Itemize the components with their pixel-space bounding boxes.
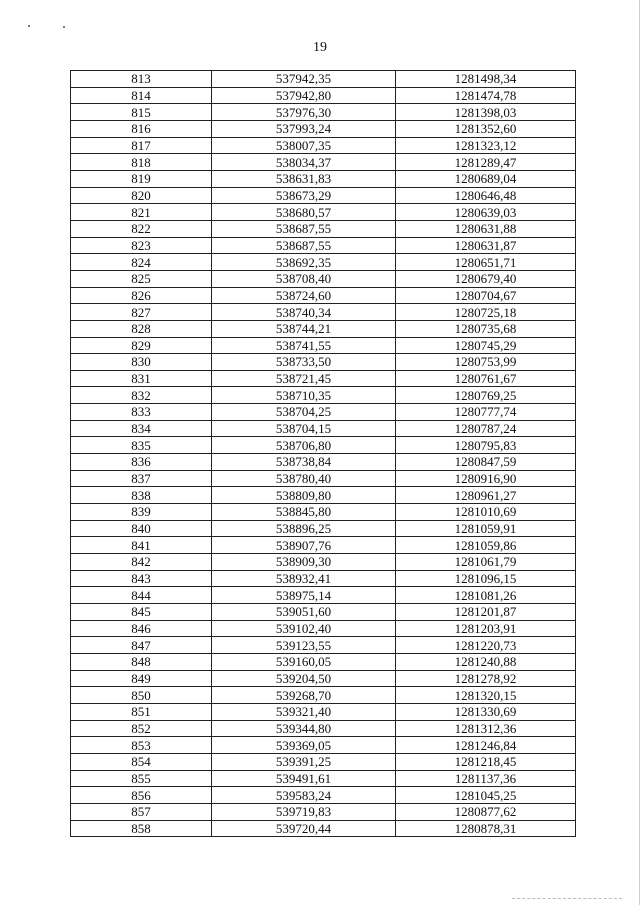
point-number-cell: 845 [71, 604, 212, 621]
point-number-cell: 821 [71, 204, 212, 221]
point-number-cell: 858 [71, 820, 212, 837]
point-number-cell: 832 [71, 387, 212, 404]
point-number-cell: 836 [71, 454, 212, 471]
x-coordinate-cell: 539391,25 [212, 753, 396, 770]
table-row [71, 587, 576, 604]
point-number-cell: 819 [71, 170, 212, 187]
table-row [71, 687, 576, 704]
table-row [71, 803, 576, 820]
point-number-cell: 840 [71, 520, 212, 537]
y-coordinate-cell: 1280639,03 [396, 204, 576, 221]
x-coordinate-cell: 538631,83 [212, 170, 396, 187]
x-coordinate-cell: 538738,84 [212, 454, 396, 471]
table-row [71, 387, 576, 404]
table-row [71, 737, 576, 754]
point-number-cell: 825 [71, 270, 212, 287]
y-coordinate-cell: 1281045,25 [396, 787, 576, 804]
y-coordinate-cell: 1281240,88 [396, 653, 576, 670]
point-number-cell: 816 [71, 120, 212, 137]
y-coordinate-cell: 1281137,36 [396, 770, 576, 787]
y-coordinate-cell: 1281220,73 [396, 637, 576, 654]
x-coordinate-cell: 538708,40 [212, 270, 396, 287]
point-number-cell: 826 [71, 287, 212, 304]
point-number-cell: 822 [71, 220, 212, 237]
y-coordinate-cell: 1280753,99 [396, 354, 576, 371]
x-coordinate-cell: 538706,80 [212, 437, 396, 454]
x-coordinate-cell: 539491,61 [212, 770, 396, 787]
table-row [71, 487, 576, 504]
y-coordinate-cell: 1280787,24 [396, 420, 576, 437]
coordinates-table [70, 70, 576, 837]
point-number-cell: 815 [71, 104, 212, 121]
y-coordinate-cell: 1281352,60 [396, 120, 576, 137]
y-coordinate-cell: 1281203,91 [396, 620, 576, 637]
table-row [71, 287, 576, 304]
x-coordinate-cell: 538034,37 [212, 154, 396, 171]
point-number-cell: 848 [71, 653, 212, 670]
x-coordinate-cell: 538687,55 [212, 237, 396, 254]
table-row [71, 504, 576, 521]
table-row [71, 370, 576, 387]
x-coordinate-cell: 538721,45 [212, 370, 396, 387]
x-coordinate-cell: 538896,25 [212, 520, 396, 537]
y-coordinate-cell: 1281330,69 [396, 703, 576, 720]
y-coordinate-cell: 1281061,79 [396, 554, 576, 571]
point-number-cell: 839 [71, 504, 212, 521]
point-number-cell: 849 [71, 670, 212, 687]
table-row [71, 404, 576, 421]
y-coordinate-cell: 1281218,45 [396, 753, 576, 770]
table-row [71, 270, 576, 287]
x-coordinate-cell: 539583,24 [212, 787, 396, 804]
x-coordinate-cell: 539123,55 [212, 637, 396, 654]
point-number-cell: 827 [71, 304, 212, 321]
y-coordinate-cell: 1280916,90 [396, 470, 576, 487]
y-coordinate-cell: 1280704,67 [396, 287, 576, 304]
x-coordinate-cell: 538975,14 [212, 587, 396, 604]
table-row [71, 420, 576, 437]
x-coordinate-cell: 538909,30 [212, 554, 396, 571]
x-coordinate-cell: 537993,24 [212, 120, 396, 137]
x-coordinate-cell: 538780,40 [212, 470, 396, 487]
y-coordinate-cell: 1280631,87 [396, 237, 576, 254]
table-row [71, 604, 576, 621]
point-number-cell: 850 [71, 687, 212, 704]
x-coordinate-cell: 539160,05 [212, 653, 396, 670]
x-coordinate-cell: 538704,15 [212, 420, 396, 437]
point-number-cell: 823 [71, 237, 212, 254]
y-coordinate-cell: 1280961,27 [396, 487, 576, 504]
table-row [71, 87, 576, 104]
x-coordinate-cell: 537942,80 [212, 87, 396, 104]
point-number-cell: 854 [71, 753, 212, 770]
x-coordinate-cell: 538907,76 [212, 537, 396, 554]
table-row [71, 670, 576, 687]
x-coordinate-cell: 539268,70 [212, 687, 396, 704]
y-coordinate-cell: 1280646,48 [396, 187, 576, 204]
point-number-cell: 844 [71, 587, 212, 604]
x-coordinate-cell: 538724,60 [212, 287, 396, 304]
point-number-cell: 857 [71, 803, 212, 820]
x-coordinate-cell: 538740,34 [212, 304, 396, 321]
table-row [71, 653, 576, 670]
point-number-cell: 856 [71, 787, 212, 804]
y-coordinate-cell: 1280878,31 [396, 820, 576, 837]
point-number-cell: 853 [71, 737, 212, 754]
table-row [71, 154, 576, 171]
table-row [71, 770, 576, 787]
point-number-cell: 813 [71, 71, 212, 88]
table-row [71, 337, 576, 354]
x-coordinate-cell: 538932,41 [212, 570, 396, 587]
point-number-cell: 824 [71, 254, 212, 271]
table-row [71, 71, 576, 88]
point-number-cell: 841 [71, 537, 212, 554]
table-row [71, 170, 576, 187]
y-coordinate-cell: 1281289,47 [396, 154, 576, 171]
x-coordinate-cell: 538692,35 [212, 254, 396, 271]
y-coordinate-cell: 1280651,71 [396, 254, 576, 271]
table-row [71, 470, 576, 487]
x-coordinate-cell: 538733,50 [212, 354, 396, 371]
x-coordinate-cell: 539719,83 [212, 803, 396, 820]
scan-speck [63, 26, 65, 28]
table-row [71, 637, 576, 654]
point-number-cell: 843 [71, 570, 212, 587]
table-row [71, 820, 576, 837]
table-row [71, 120, 576, 137]
table-row [71, 520, 576, 537]
table-row [71, 703, 576, 720]
y-coordinate-cell: 1281096,15 [396, 570, 576, 587]
point-number-cell: 851 [71, 703, 212, 720]
table-row [71, 187, 576, 204]
y-coordinate-cell: 1280725,18 [396, 304, 576, 321]
table-row [71, 137, 576, 154]
y-coordinate-cell: 1281320,15 [396, 687, 576, 704]
scan-artifact-line [512, 898, 622, 899]
x-coordinate-cell: 539321,40 [212, 703, 396, 720]
table-row [71, 354, 576, 371]
point-number-cell: 818 [71, 154, 212, 171]
table-row [71, 554, 576, 571]
coordinates-table-body [71, 71, 576, 837]
y-coordinate-cell: 1280761,67 [396, 370, 576, 387]
table-row [71, 304, 576, 321]
y-coordinate-cell: 1280769,25 [396, 387, 576, 404]
x-coordinate-cell: 538710,35 [212, 387, 396, 404]
point-number-cell: 820 [71, 187, 212, 204]
table-row [71, 620, 576, 637]
y-coordinate-cell: 1281059,91 [396, 520, 576, 537]
x-coordinate-cell: 537976,30 [212, 104, 396, 121]
point-number-cell: 817 [71, 137, 212, 154]
y-coordinate-cell: 1280847,59 [396, 454, 576, 471]
x-coordinate-cell: 539344,80 [212, 720, 396, 737]
y-coordinate-cell: 1281498,34 [396, 71, 576, 88]
table-row [71, 204, 576, 221]
x-coordinate-cell: 538845,80 [212, 504, 396, 521]
table-row [71, 570, 576, 587]
table-row [71, 237, 576, 254]
x-coordinate-cell: 539720,44 [212, 820, 396, 837]
x-coordinate-cell: 538680,57 [212, 204, 396, 221]
point-number-cell: 828 [71, 320, 212, 337]
y-coordinate-cell: 1281474,78 [396, 87, 576, 104]
table-row [71, 454, 576, 471]
x-coordinate-cell: 538741,55 [212, 337, 396, 354]
y-coordinate-cell: 1281323,12 [396, 137, 576, 154]
x-coordinate-cell: 538007,35 [212, 137, 396, 154]
point-number-cell: 846 [71, 620, 212, 637]
scan-speck [28, 25, 30, 27]
y-coordinate-cell: 1281246,84 [396, 737, 576, 754]
y-coordinate-cell: 1281081,26 [396, 587, 576, 604]
point-number-cell: 837 [71, 470, 212, 487]
table-row [71, 537, 576, 554]
y-coordinate-cell: 1280631,88 [396, 220, 576, 237]
y-coordinate-cell: 1280689,04 [396, 170, 576, 187]
y-coordinate-cell: 1280777,74 [396, 404, 576, 421]
x-coordinate-cell: 538673,29 [212, 187, 396, 204]
page-number: 19 [313, 40, 327, 55]
point-number-cell: 833 [71, 404, 212, 421]
x-coordinate-cell: 537942,35 [212, 71, 396, 88]
table-row [71, 220, 576, 237]
point-number-cell: 855 [71, 770, 212, 787]
y-coordinate-cell: 1281278,92 [396, 670, 576, 687]
y-coordinate-cell: 1280877,62 [396, 803, 576, 820]
y-coordinate-cell: 1281398,03 [396, 104, 576, 121]
x-coordinate-cell: 539204,50 [212, 670, 396, 687]
table-row [71, 254, 576, 271]
table-row [71, 787, 576, 804]
x-coordinate-cell: 539051,60 [212, 604, 396, 621]
table-row [71, 104, 576, 121]
x-coordinate-cell: 538687,55 [212, 220, 396, 237]
x-coordinate-cell: 539102,40 [212, 620, 396, 637]
point-number-cell: 838 [71, 487, 212, 504]
table-row [71, 753, 576, 770]
y-coordinate-cell: 1281010,69 [396, 504, 576, 521]
table-row [71, 437, 576, 454]
x-coordinate-cell: 538809,80 [212, 487, 396, 504]
point-number-cell: 852 [71, 720, 212, 737]
table-row [71, 720, 576, 737]
y-coordinate-cell: 1280795,83 [396, 437, 576, 454]
x-coordinate-cell: 539369,05 [212, 737, 396, 754]
point-number-cell: 847 [71, 637, 212, 654]
point-number-cell: 834 [71, 420, 212, 437]
y-coordinate-cell: 1281312,36 [396, 720, 576, 737]
x-coordinate-cell: 538744,21 [212, 320, 396, 337]
point-number-cell: 814 [71, 87, 212, 104]
point-number-cell: 835 [71, 437, 212, 454]
point-number-cell: 842 [71, 554, 212, 571]
table-row [71, 320, 576, 337]
y-coordinate-cell: 1280745,29 [396, 337, 576, 354]
point-number-cell: 830 [71, 354, 212, 371]
y-coordinate-cell: 1280679,40 [396, 270, 576, 287]
y-coordinate-cell: 1281059,86 [396, 537, 576, 554]
point-number-cell: 829 [71, 337, 212, 354]
point-number-cell: 831 [71, 370, 212, 387]
y-coordinate-cell: 1280735,68 [396, 320, 576, 337]
x-coordinate-cell: 538704,25 [212, 404, 396, 421]
y-coordinate-cell: 1281201,87 [396, 604, 576, 621]
